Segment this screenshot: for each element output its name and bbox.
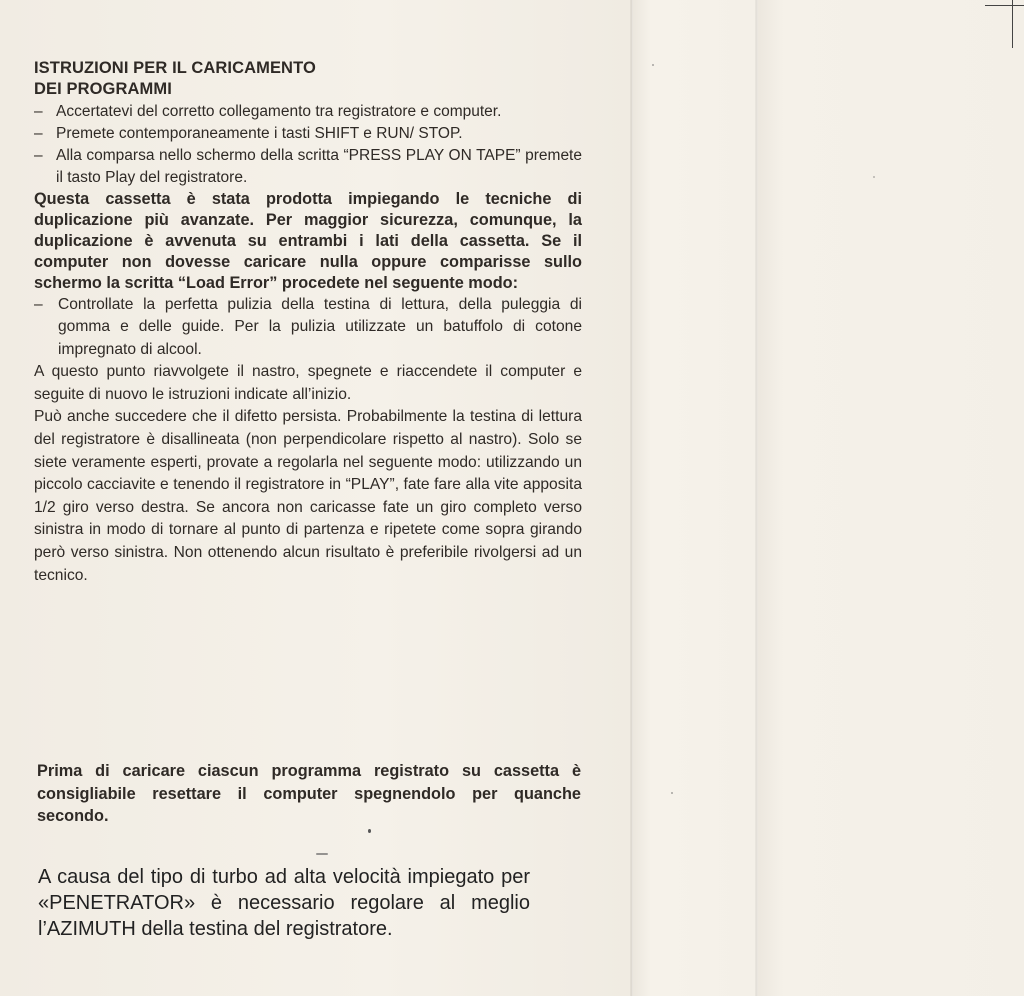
azimuth-adjustment-paragraph: Può anche succedere che il difetto persista. Probabilmente la testina di lettura del registratore è disallineata (non perpendicolare rispetto al nastro). Solo se siete veramente esperti, provate a regolarla nel seguente modo: utilizzando un piccolo cacciavite e tenendo il registratore in “PLAY”, fate fare alla vite apposita 1/2 giro verso destra. Se ancora non caricasse fate un giro completo verso sinistra in modo di tornare al punto di partenza e ripetete come sopra girando però verso sinistra. Non ottenendo alcun risultato è preferibile rivolgersi ad un tecnico. [34, 408, 582, 584]
list-item: – Premete contemporaneamente i tasti SHIFT e RUN/ STOP. [34, 123, 582, 145]
turbo-notice: A causa del tipo di turbo ad alta velocità impiegato per «PENETRATOR» è necessario regolare al meglio l’AZIMUTH della testina del registratore. [38, 866, 530, 940]
list-item: – Controllate la perfetta pulizia della testina di lettura, della puleggia di gomma e delle guide. Per la pulizia utilizzate un batuffolo di cotone impregnato di alcool. [34, 294, 582, 361]
rewind-instruction: A questo punto riavvolgete il nastro, spegnete e riaccendete il computer e seguite di nuovo le istruzioni indicate all’inizio. [34, 363, 582, 403]
title-line: DEI PROGRAMMI [34, 80, 172, 98]
title-line: ISTRUZIONI PER IL CARICAMENTO [34, 59, 316, 77]
insert-spine-panel [632, 0, 757, 996]
reset-advice: Prima di caricare ciascun programma registrato su cassetta è consigliabile resettare il computer spegnendolo per quanche secondo. [37, 762, 581, 825]
fold-line [755, 0, 758, 996]
paper-speck [873, 176, 875, 178]
troubleshooting-steps [34, 294, 582, 361]
paper-speck [368, 829, 371, 833]
paper-speck [671, 792, 673, 794]
crop-mark [1012, 0, 1013, 48]
instructions-title [34, 58, 582, 100]
paper-speck [652, 64, 654, 66]
crop-mark [985, 5, 1024, 6]
paper-speck [316, 853, 328, 855]
loading-instructions [34, 58, 582, 587]
duplication-notice: Questa cassetta è stata prodotta impiegando le tecniche di duplicazione più avanzate. Per maggior sicurezza, comunque, la duplicazione è avvenuta su entrambi i lati della cassetta. Se il computer non dovesse caricare nulla oppure comparisse sullo schermo la scritta “Load Error” procedete nel seguente modo: [34, 190, 582, 292]
list-item: – Accertatevi del corretto collegamento tra registratore e computer. [34, 101, 582, 123]
loading-steps [34, 101, 582, 189]
fold-line [630, 0, 633, 996]
list-item: – Alla comparsa nello schermo della scritta “PRESS PLAY ON TAPE” premete il tasto Play del registratore. [34, 145, 582, 189]
insert-back-flap [757, 0, 1024, 996]
